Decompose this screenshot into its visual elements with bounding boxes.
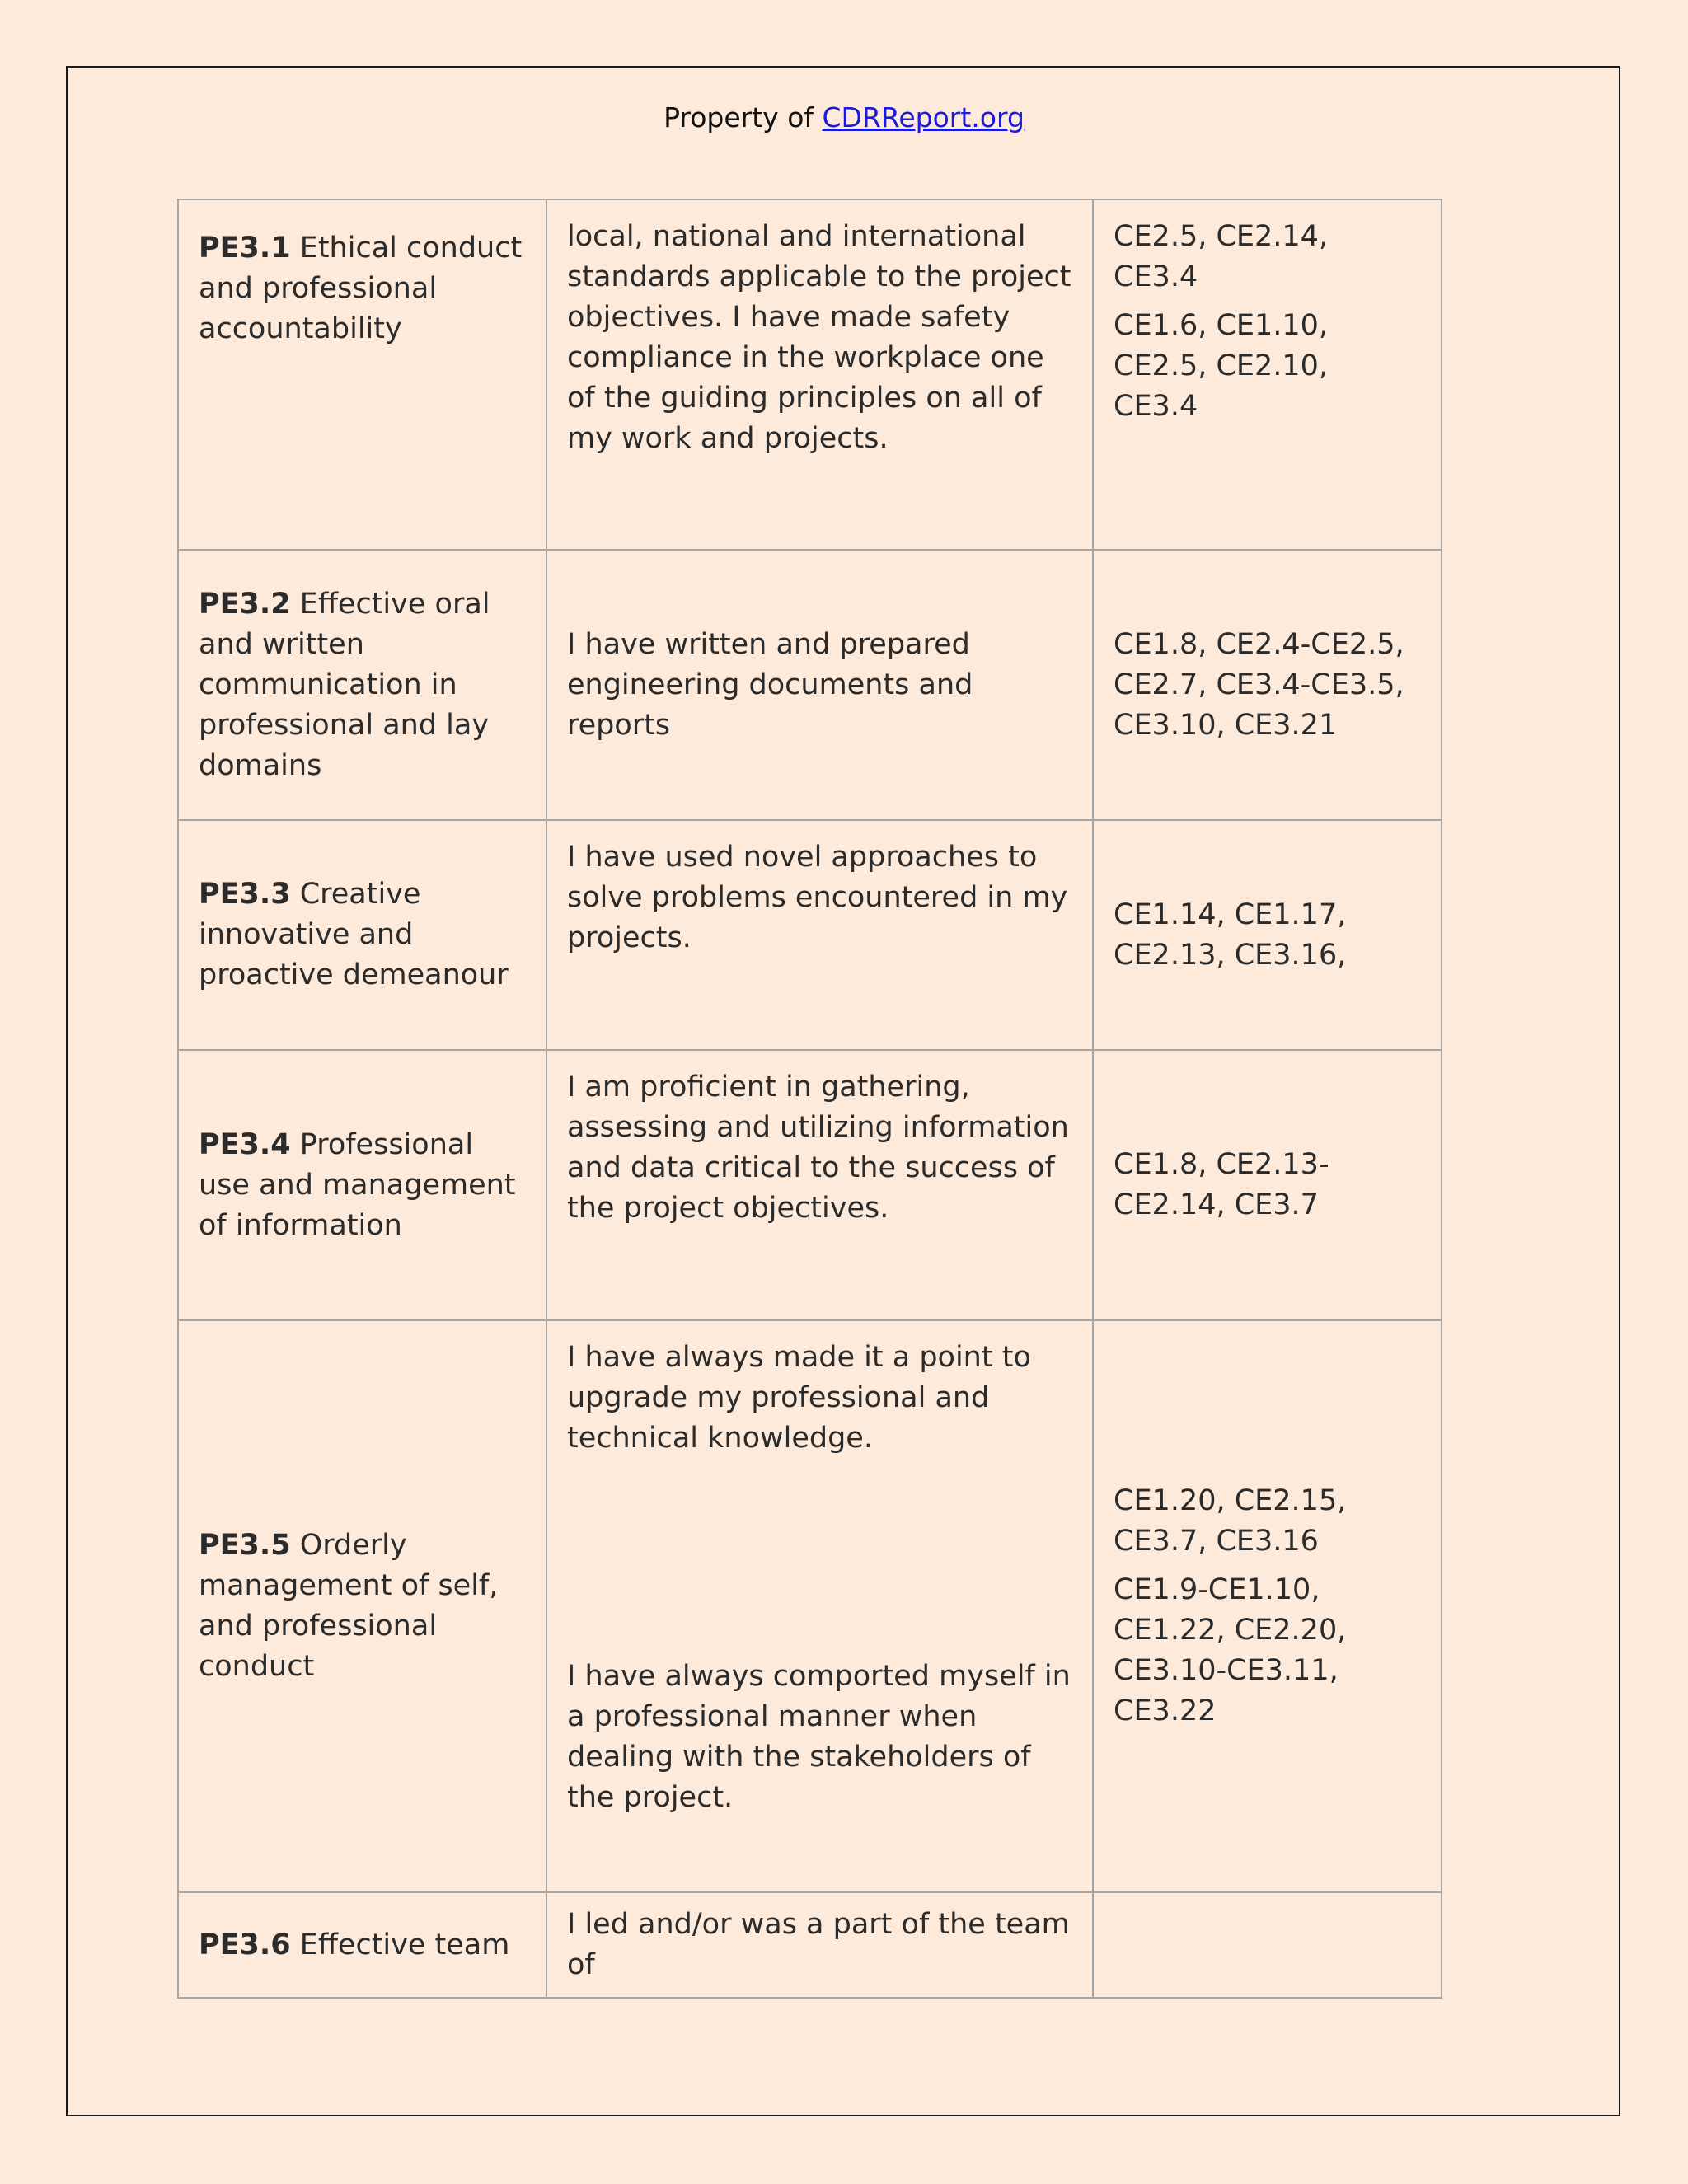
description-cell	[546, 820, 1093, 1050]
table-row	[178, 1320, 1442, 1892]
competency-title: Effective oral and written communication in professional and lay domains	[199, 587, 490, 782]
reference-cell	[1093, 199, 1442, 550]
description-text: I have always comported myself in a professional manner when dealing with the stakeholders of the project.	[567, 1660, 1071, 1814]
table-row	[178, 1050, 1442, 1320]
competency-cell	[178, 1320, 546, 1892]
reference-cell	[1093, 1892, 1442, 1998]
competency-code: PE3.6	[199, 1928, 291, 1961]
reference-text: CE1.14, CE1.17, CE2.13, CE3.16,	[1114, 898, 1347, 972]
competency-code: PE3.5	[199, 1529, 291, 1562]
header-prefix: Property of	[663, 101, 814, 134]
description-cell	[546, 550, 1093, 820]
reference-cell	[1093, 1320, 1442, 1892]
description-text: I have written and prepared engineering documents and reports	[567, 627, 973, 742]
reference-text: CE1.8, CE2.4-CE2.5, CE2.7, CE3.4-CE3.5, CE3.10, CE3.21	[1114, 627, 1404, 742]
competency-code: PE3.3	[199, 878, 291, 911]
table-row	[178, 199, 1442, 550]
reference-text: CE1.8, CE2.13-CE2.14, CE3.7	[1114, 1148, 1329, 1221]
competency-title: Ethical conduct and professional accountability	[199, 232, 523, 345]
description-text: I am proficient in gathering, assessing and utilizing information and data critical to the success of the project objectives.	[567, 1071, 1069, 1225]
reference-text: CE1.20, CE2.15, CE3.7, CE3.16	[1114, 1484, 1347, 1558]
reference-cell	[1093, 550, 1442, 820]
table-row	[178, 550, 1442, 820]
competency-code: PE3.4	[199, 1127, 291, 1161]
description-text: I have used novel approaches to solve problems encountered in my projects.	[567, 841, 1068, 954]
reference-cell	[1093, 1050, 1442, 1320]
description-cell	[546, 1050, 1093, 1320]
table-row	[178, 1892, 1442, 1998]
reference-text: CE2.5, CE2.14, CE3.4	[1114, 220, 1329, 293]
reference-text: CE1.9-CE1.10, CE1.22, CE2.20, CE3.10-CE3.11, CE3.22	[1114, 1573, 1347, 1727]
description-cell	[546, 1892, 1093, 1998]
competency-cell	[178, 1892, 546, 1998]
competency-title: Orderly management of self, and professional conduct	[199, 1529, 499, 1683]
description-cell	[546, 199, 1093, 550]
competency-cell	[178, 1050, 546, 1320]
competency-cell	[178, 820, 546, 1050]
competency-code: PE3.1	[199, 232, 291, 265]
description-cell	[546, 1320, 1093, 1892]
competency-title: Professional use and management of information	[199, 1127, 516, 1242]
description-text: I led and/or was a part of the team of	[567, 1908, 1070, 1981]
competency-title: Creative innovative and proactive demeanour	[199, 878, 509, 991]
reference-text: CE1.6, CE1.10, CE2.5, CE2.10, CE3.4	[1114, 309, 1329, 423]
cdrreport-link[interactable]: CDRReport.org	[822, 101, 1025, 134]
page-header	[0, 99, 1688, 137]
competency-cell	[178, 550, 546, 820]
competency-title: Effective team	[299, 1928, 510, 1961]
competency-code: PE3.2	[199, 587, 291, 621]
description-text: I have always made it a point to upgrade my professional and technical knowledge.	[567, 1341, 1031, 1455]
competency-table	[177, 199, 1442, 1999]
reference-cell	[1093, 820, 1442, 1050]
competency-cell	[178, 199, 546, 550]
description-text: local, national and international standards applicable to the project objectives. I have made safety compliance in the workplace one of the guiding principles on all of my work and projects.	[567, 220, 1071, 455]
table-row	[178, 820, 1442, 1050]
